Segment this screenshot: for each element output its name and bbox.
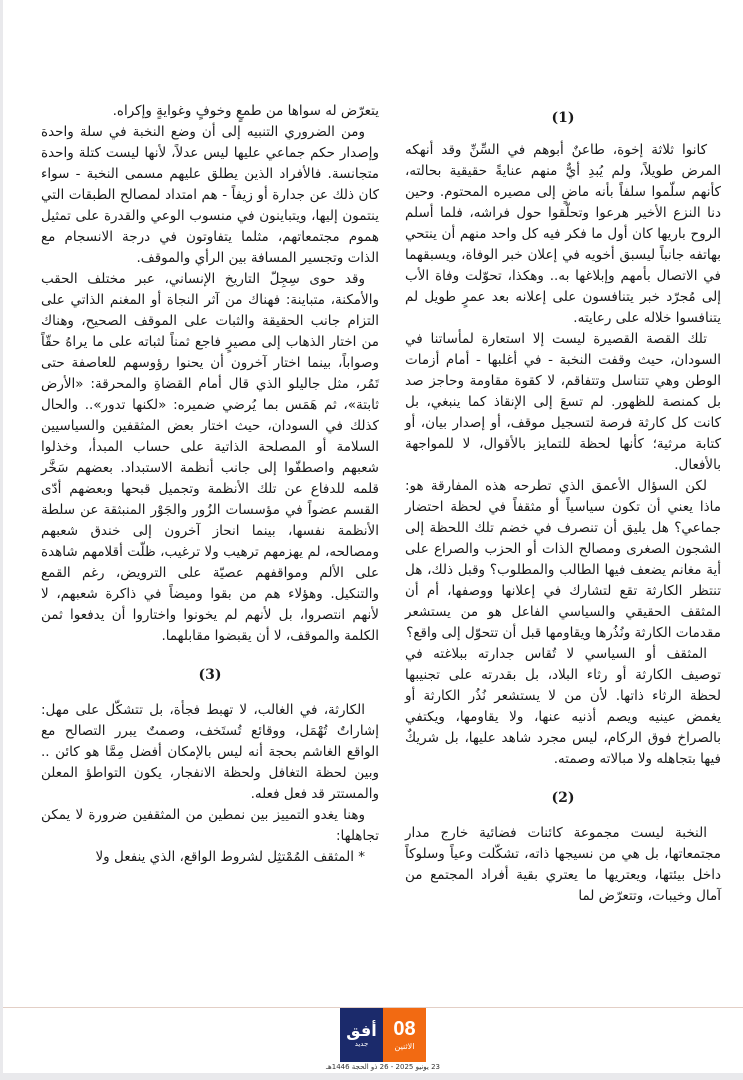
right-column [405, 104, 721, 907]
paragraph: النخبة ليست مجموعة كائنات فضائية خارج مدار مجتمعاتها، بل هي من نسيجها ذاته، تشكّلت وعياً وسلوكاً داخل بيئتها، ويعتريها ما يعتري بقية أفراد المجتمع من آمال وخيبات، وتتعرّض لما [405, 825, 721, 904]
publication-logo [340, 1008, 383, 1062]
weekday: الاثنين [394, 1042, 415, 1051]
paragraph-continuation: يتعرّض له سواها من طمعٍ وخوفٍ وغوايةٍ وإكراه. [112, 103, 379, 119]
left-column [41, 101, 379, 868]
logo-subtext: جديد [354, 1039, 369, 1048]
section-heading-2: (2) [551, 790, 575, 806]
footer-logo [340, 1008, 426, 1062]
paragraph: تلك القصة القصيرة ليست إلا استعارة لمأساتنا في السودان، حيث وقفت النخبة - في أغلبها - أمام أزمات الوطن وهي تتناسل وتتفاقم، لا كقوة مقاومة وحاجز صد بل كمنصة للظهور. لم تسعَ إلى الإنقاذ كما ينبغي، بل كانت كل كارثة فرصة لتسجيل موقف، أو إصدار بيان، أو كتابة مرثية؛ كأنها لحظة للتمايز بالأقوال، لا للمواجهة بالأفعال. [405, 331, 721, 473]
paragraph: المثقف أو السياسي لا تُقاس جدارته ببلاغته في توصيف الكارثة أو رثاء البلاد، بل بقدرته على تجنيبها لحظة الرثاء ذاتها. لأن من لا يستشعر نُذُر الكارثة أو يغمض عينيه ويصم أذنيه عنها، ولا يقاومها، ويكتفي بالصراخ فوق الركام، ليس مجرد شاهد عليها، بل شريكٌ فيها بتجاهله ولا مبالاته وصمته. [405, 646, 721, 767]
paragraph: وهنا يغدو التمييز بين نمطين من المثقفين ضرورة لا يمكن تجاهلها: [41, 807, 379, 844]
section-heading-3: (3) [198, 667, 222, 683]
paragraph: لكن السؤال الأعمق الذي تطرحه هذه المفارقة هو: ماذا يعني أن تكون سياسياً أو مثقفاً في لحظة احتضار جماعي؟ هل يليق أن تنصرف في خضم تلك اللحظة إلى الشجون الصغرى ومصالح الذات أو الحزب والصراع على أية مغانم يضعف فيها الطالب والمطلوب؟ وقبل ذلك، هل تنتظر الكارثة تقع لتشارك في إعلانها ووصفها، أم أن المثقف الحقيقي والسياسي الفاعل هو من يستشعر مقدمات الكارثة ونُذُرها ويقاومها قبل أن تتحوّل إلى واقع؟ [405, 478, 721, 641]
paragraph: الكارثة، في الغالب، لا تهبط فجأة، بل تتشكّل على مهل: إشاراتٌ تُهْمَل، ووقائع تُستَخف، وصمتٌ يبرر التصالح مع الواقع الغاشم بحجة أنه ليس بالإمكان أفضل مِمَّا هو كائن .. وبين لحظة التغافل ولحظة الانفجار، يكون التواطؤ المعلن والمستتر قد فعل فعله. [41, 702, 379, 802]
page-number-box [383, 1008, 426, 1062]
paragraph: ومن الضروري التنبيه إلى أن وضع النخبة في سلة واحدة وإصدار حكم جماعي عليها ليس عدلاً، لأنها ليست كتلة واحدة متجانسة. فالأفراد الذين يطلق عليهم مسمى النخبة - سواء كان ذلك عن جدارة أو زيفاً - هم امتداد لمصالح الطبقات التي ينتمون إليها، ويتباينون في منسوب الوعي والقدرة على تمثيل هموم مجتمعاتهم، مثلما يتفاوتون في درجة الانسجام مع الذات وتجسير المسافة بين الرأي والموقف. [41, 124, 379, 266]
logo-text: أفق [346, 1020, 377, 1040]
paragraph: وقد حوى سِجِلّ التاريخ الإنساني، عبر مختلف الحقب والأمكنة، متباينة: فهناك من آثر النجاة أو المغنم الذاتي على التزام جانب الحقيقة والثبات على الموقف الصحيح، وهناك من اختار الذهاب إلى مصيرٍ فاجع ثمناً لثباته على ما يراهُ حقّاً وصواباً، بينما اختار آخرون أن يحنوا رؤوسهم للعاصفة حتى تَمُر، مثل جاليلو الذي قال أمام القضاةِ والمحرقة: «الأرض ثابتة»، ثم هَمَس بما يُرضي ضميره: «لكنها تدور».. والحال كذلك في السودان، حيث اختار بعض المثقفين والسياسيين السلامة أو المصلحة الذاتية على حساب المبدأ، وخذلوا شعبهم واصطفّوا إلى جانب أنظمة الاستبداد. بعضهم سَخَّر قلمه للدفاع عن تلك الأنظمة وتجميل قبحها وبعضهم أدّى القسم عضواً في مؤسسات الزُور والجَوْر المنبثقة عن سلطة الأنظمة نفسها، بينما انحاز آخرون إلى خندق شعبهم ومصالحه، لم يهزمهم ترهيب ولا ترغيب، ظلّت أقلامهم شاهدة على الألم ومواقفهم عصيّة على الترويض، رغم القمع والتنكيل. وهؤلاء هم من بقوا وميضاً في ذاكرة شعبهم، لا لأنهم انتصروا، بل لأنهم لم يخونوا واختاروا أن يدفعوا ثمن الكلمة والموقف، لا أن يقبضوا مقابلهما. [41, 271, 379, 644]
issue-date: 23 يونيو 2025 - 26 ذو الحجة 1446هـ [326, 1063, 440, 1071]
section-heading-1: (1) [551, 110, 575, 126]
paragraph: كانوا ثلاثة إخوة، طاعنٌ أبوهم في السِّنِّ وقد أنهكه المرض طويلاً، ولم يُبدِ أيٌّ منهم عنايةً حقيقية بحالته، كأنهم سلّموا سلفاً بأنه ماضٍ إلى مصيره المحتوم. وحين دنا النزع الأخير هرعوا وتحلّقوا حول فراشه، فلما أسلم الروح باريها كان أول ما فكر فيه كل واحد منهم أن ينتحي بهاتفه جانباً ليسبق أخويه في إعلان خبر الوفاة، ويسبقهما في الاتصال بأمهم وإبلاغها به.. وهكذا، تحوّلت وفاة الأب إلى مُجرّد خبر يتنافسون على إعلانه بعد عمرٍ طويل لم يتنافسوا خلاله على رعايته. [405, 142, 721, 326]
bullet-paragraph: * المثقف المُمْتثِل لشروط الواقع، الذي ينفعل ولا [95, 849, 365, 865]
newspaper-page [3, 0, 743, 1073]
page-number: 08 [393, 1018, 416, 1040]
